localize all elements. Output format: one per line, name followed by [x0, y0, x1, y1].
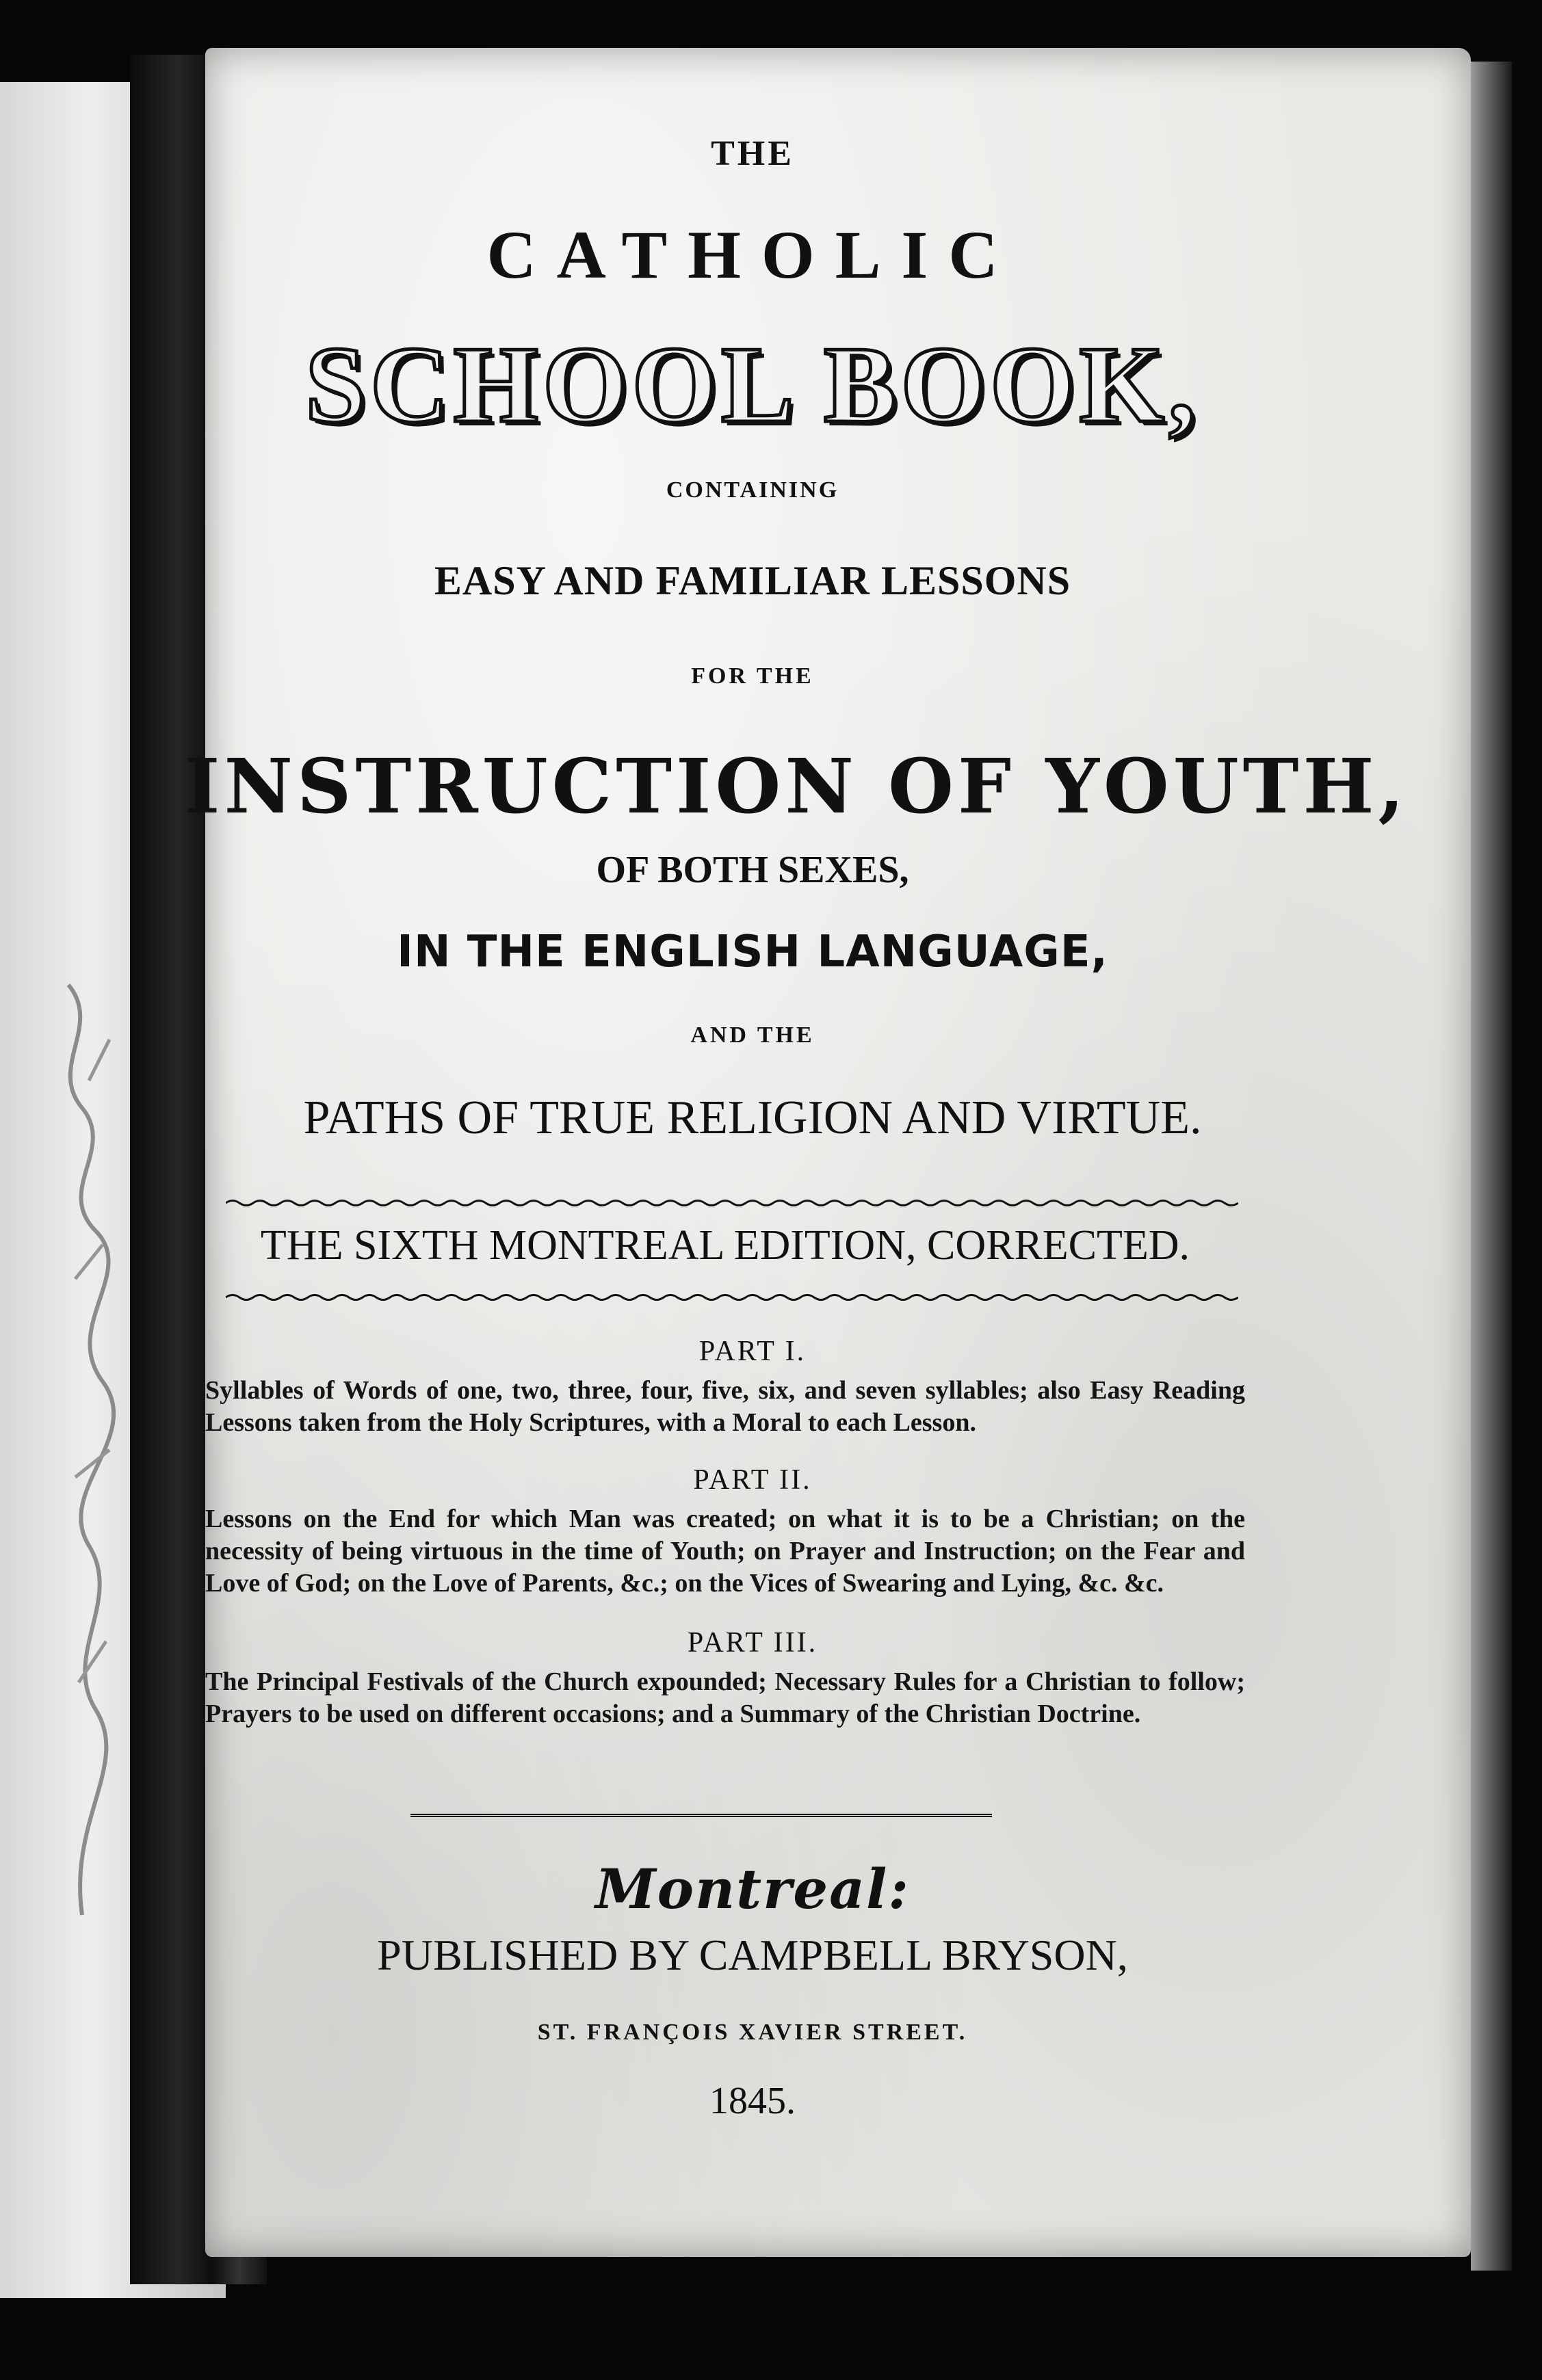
- easy-lessons-line: EASY AND FAMILIAR LESSONS: [434, 558, 1071, 603]
- edition-line: THE SIXTH MONTREAL EDITION, CORRECTED.: [260, 1222, 1190, 1269]
- title-catholic: CATHOLIC: [486, 217, 1019, 293]
- publication-year: 1845.: [709, 2080, 796, 2122]
- divider-rule: [410, 1814, 992, 1817]
- title-school-book: SCHOOL BOOK,: [305, 323, 1200, 445]
- part3-heading: PART III.: [687, 1627, 818, 1658]
- handwriting-marks: [41, 971, 137, 1929]
- english-language-line: IN THE ENGLISH LANGUAGE,: [397, 927, 1108, 977]
- instruction-of-youth: INSTRUCTION OF YOUTH,: [185, 742, 1409, 830]
- title-the: THE: [711, 134, 794, 173]
- part1-heading: PART I.: [698, 1336, 807, 1367]
- part1-text: Syllables of Words of one, two, three, four, five, six, and seven syllables; also Easy Reading Lessons taken from the Holy Scriptures, with a Moral to each Lesson.: [205, 1376, 1245, 1437]
- publisher-line: PUBLISHED BY CAMPBELL BRYSON,: [377, 1931, 1128, 1979]
- both-sexes-line: OF BOTH SEXES,: [596, 849, 909, 891]
- imprint-place: Montreal:: [595, 1857, 910, 1921]
- paths-of-religion-line: PATHS OF TRUE RELIGION AND VIRTUE.: [303, 1092, 1202, 1144]
- part2-text: Lessons on the End for which Man was created; on what it is to be a Christian; on the necessity of being virtuous in the time of Youth; on Prayer and Instruction; on the Fear and Love of God; on the Love of Parents, &c.; on the Vices of Swearing and Lying, &c. &c.: [205, 1505, 1245, 1598]
- street-line: ST. FRANÇOIS XAVIER STREET.: [537, 2020, 968, 2045]
- part3-text: The Principal Festivals of the Church expounded; Necessary Rules for a Christian to follow; Prayers to be used on different occasions; and a Summary of the Christian Doctrine.: [205, 1667, 1245, 1728]
- and-the-label: AND THE: [690, 1022, 815, 1048]
- for-the-label: FOR THE: [691, 663, 814, 689]
- containing-label: CONTAINING: [666, 477, 839, 503]
- bottom-wavy-rule: [226, 1293, 1238, 1302]
- page-right-edge: [1471, 62, 1512, 2271]
- part2-heading: PART II.: [693, 1464, 812, 1496]
- top-wavy-rule: [226, 1198, 1238, 1208]
